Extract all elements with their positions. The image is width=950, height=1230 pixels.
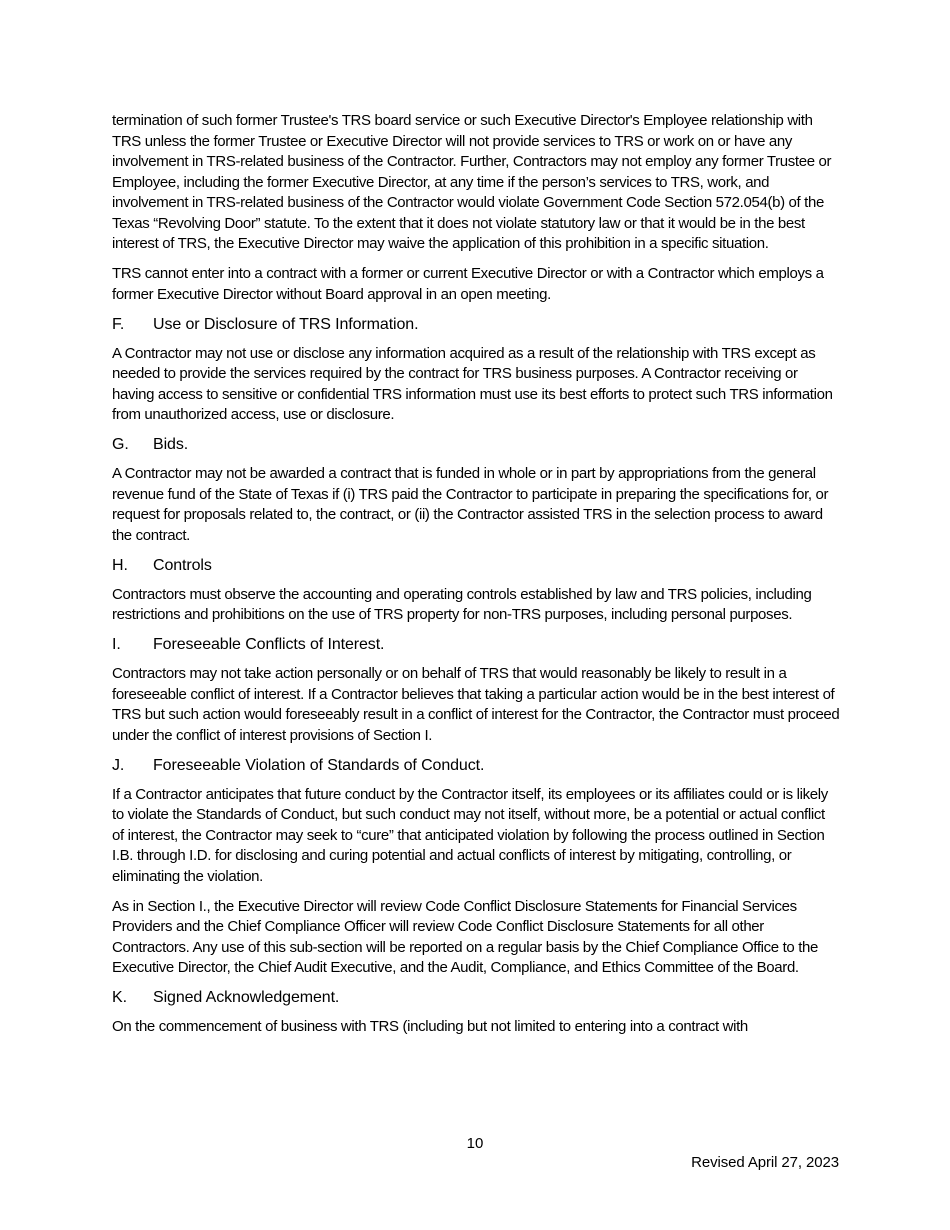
page-number: 10	[466, 1135, 484, 1152]
section-title: Signed Acknowledgement.	[153, 989, 340, 1006]
section-g-heading	[112, 435, 840, 455]
intro-paragraph-1: termination of such former Trustee's TRS board service or such Executive Director's Employee relationship with TRS unless the former Trustee or Executive Director will not provide services to TRS or work on or have any involvement in TRS-related business of the Contractor. Further, Contractors may not employ any former Trustee or Employee, including the former Executive Director, at any time if the person’s services to TRS, work, and involvement in TRS-related business of the Contractor would violate Government Code Section 572.054(b) of the Texas “Revolving Door” statute. To the extent that it does not violate statutory law or that it would be in the best interest of TRS, the Executive Director may waive the application of this prohibition in a specific situation.	[112, 112, 832, 252]
intro-paragraph-2: TRS cannot enter into a contract with a former or current Executive Director or with a Contractor which employs a former Executive Director without Board approval in an open meeting.	[112, 265, 824, 303]
section-letter: G.	[112, 436, 129, 453]
section-letter: I.	[112, 636, 121, 653]
revision-date: Revised April 27, 2023	[691, 1154, 839, 1171]
page-body	[112, 111, 840, 1047]
section-title: Foreseeable Conflicts of Interest.	[153, 636, 385, 653]
section-g-paragraph: A Contractor may not be awarded a contract that is funded in whole or in part by appropriations from the general revenue fund of the State of Texas if (i) TRS paid the Contractor to participate in preparing the specifications for, or request for proposals related to, the contract, or (ii) the Contractor assisted TRS in the selection process to award the contract.	[112, 465, 829, 544]
section-letter: K.	[112, 989, 127, 1006]
section-f-heading	[112, 315, 840, 335]
section-k-heading	[112, 988, 840, 1008]
section-j-heading	[112, 756, 840, 776]
section-j-paragraph-1: If a Contractor anticipates that future conduct by the Contractor itself, its employees or its affiliates could or is likely to violate the Standards of Conduct, but such conduct may not itself, without more, be a potential or actual conflict of interest, the Contractor may seek to “cure” that anticipated violation by following the process outlined in Section I.B. through I.D. for disclosing and curing potential and actual conflicts of interest by mitigating, controlling, or eliminating the violation.	[112, 785, 828, 885]
section-letter: J.	[112, 756, 125, 774]
section-title: Foreseeable Violation of Standards of Conduct.	[153, 756, 485, 774]
section-i-heading	[112, 635, 840, 655]
section-h-heading	[112, 556, 840, 576]
section-f-paragraph: A Contractor may not use or disclose any information acquired as a result of the relationship with TRS except as needed to provide the services required by the contract for TRS business purposes. A Contractor receiving or having access to sensitive or confidential TRS information must use its best efforts to protect such TRS information from unauthorized access, use or disclosure.	[112, 344, 833, 423]
section-j-paragraph-2: As in Section I., the Executive Director will review Code Conflict Disclosure Statements for Financial Services Providers and the Chief Compliance Officer will review Code Conflict Disclosure Statements for all other Contractors. Any use of this sub-section will be reported on a regular basis by the Chief Compliance Office to the Executive Director, the Chief Audit Executive, and the Audit, Compliance, and Ethics Committee of the Board.	[112, 897, 819, 976]
section-title: Bids.	[153, 436, 189, 453]
section-h-paragraph: Contractors must observe the accounting and operating controls established by law and TRS policies, including restrictions and prohibitions on the use of TRS property for non-TRS purposes, including personal purposes.	[112, 585, 812, 623]
section-letter: F.	[112, 315, 125, 333]
section-i-paragraph: Contractors may not take action personally or on behalf of TRS that would reasonably be likely to result in a foreseeable conflict of interest. If a Contractor believes that taking a particular action would be in the best interest of TRS but such action would foreseeably result in a conflict of interest for the Contractor, the Contractor must proceed under the conflict of interest provisions of Section I.	[112, 665, 840, 744]
section-letter: H.	[112, 556, 128, 574]
section-k-paragraph: On the commencement of business with TRS (including but not limited to entering into a contract with	[112, 1018, 748, 1035]
section-title: Use or Disclosure of TRS Information.	[153, 315, 419, 333]
section-title: Controls	[153, 556, 212, 574]
